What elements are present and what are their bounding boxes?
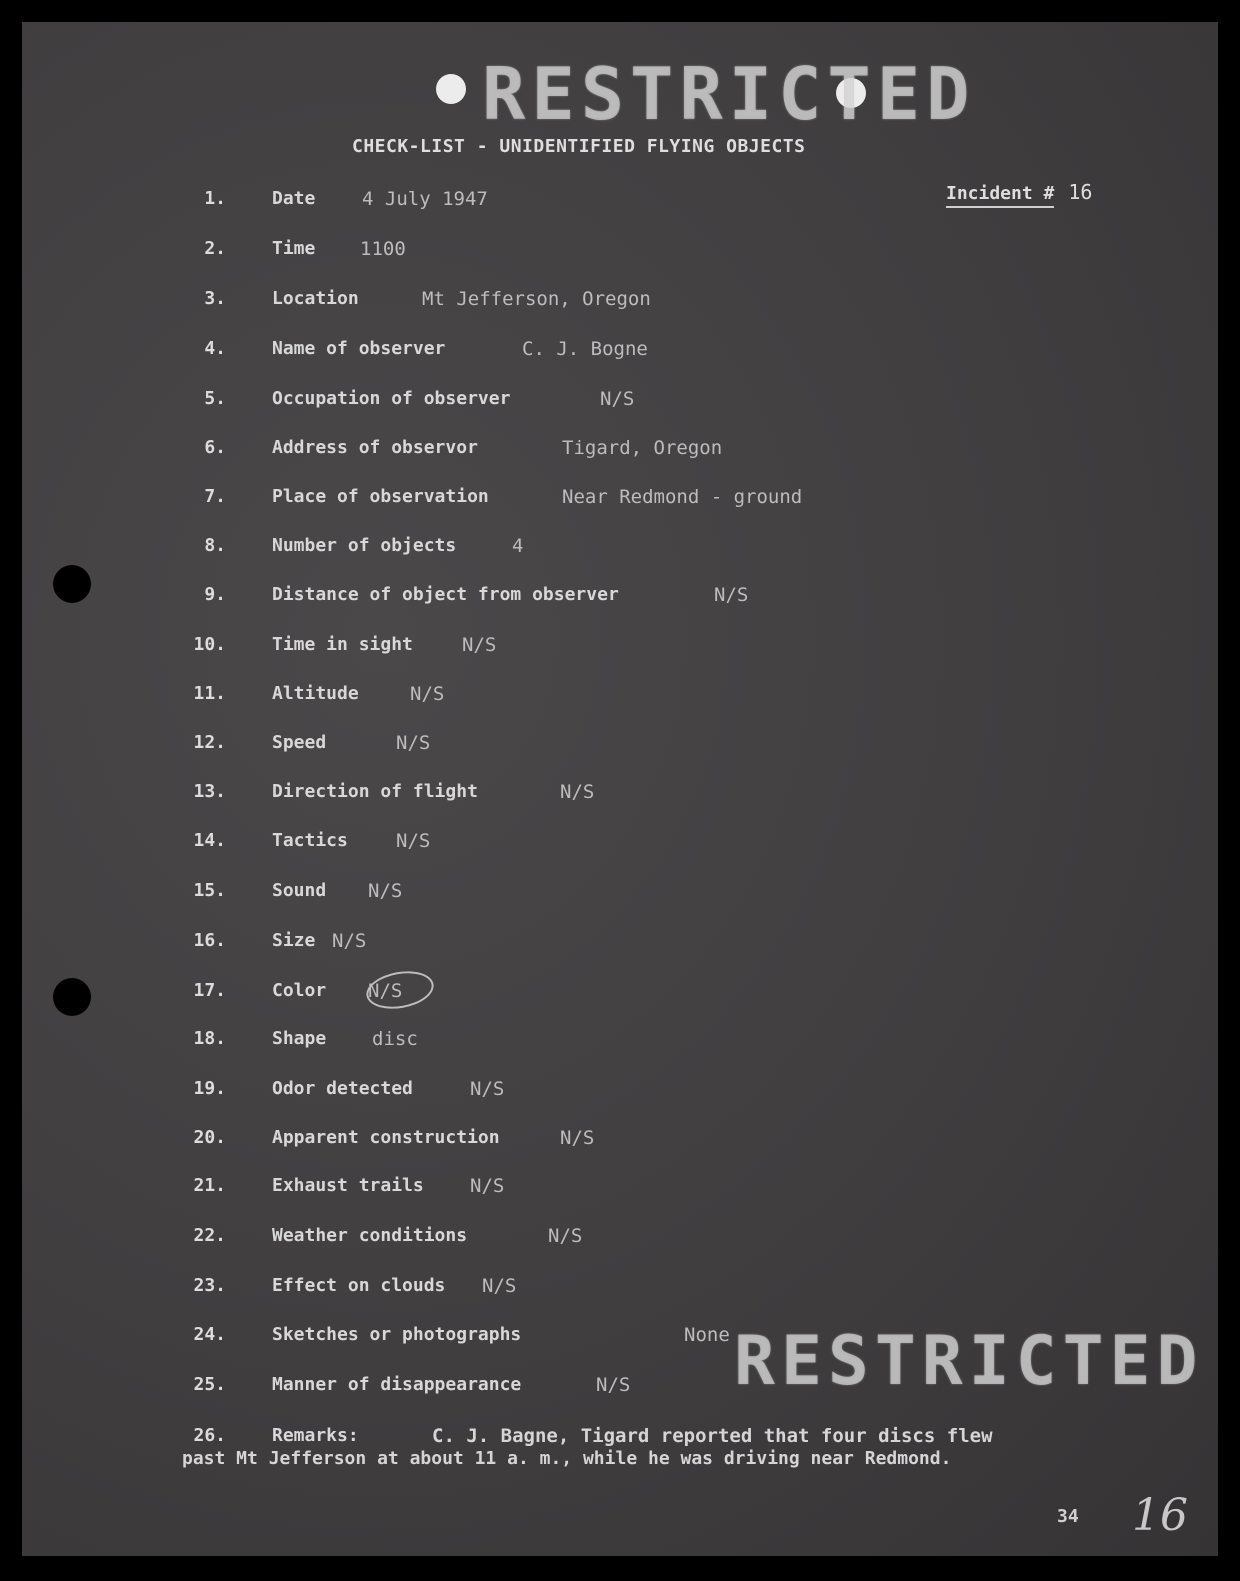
page-number: 34 [1057,1506,1079,1527]
item-number: 17. [193,980,226,1001]
item-number: 19. [193,1078,226,1099]
item-answer: N/S [396,732,431,754]
item-label: Odor detected [272,1078,413,1099]
item-label: Manner of disappearance [272,1374,522,1395]
item-answer: N/S [560,1127,595,1149]
item-label: Exhaust trails [272,1175,424,1196]
item-number: 13. [193,781,226,802]
incident-number [946,180,1092,204]
item-answer: C. J. Bogne [522,338,648,360]
item-label: Shape [272,1028,327,1049]
item-number: 9. [204,584,226,605]
item-label: Name of observer [272,338,446,359]
item-number: 2. [204,238,226,259]
item-answer: N/S [470,1175,505,1197]
item-number: 16. [193,930,226,951]
item-label: Occupation of observer [272,388,511,409]
item-number: 20. [193,1127,226,1148]
hand-drawn-circle [363,966,436,1013]
item-answer: N/S [396,830,431,852]
item-label: Address of observor [272,437,478,458]
item-number: 12. [193,732,226,753]
item-answer: N/S [368,880,403,902]
item-number: 10. [193,634,226,655]
item-answer: N/S [368,980,403,1002]
item-label: Time [272,238,316,259]
item-number: 5. [204,388,226,409]
staple-hole-left [436,74,466,104]
item-label: Apparent construction [272,1127,500,1148]
item-number: 22. [193,1225,226,1246]
item-number: 21. [193,1175,226,1196]
item-answer: N/S [600,388,635,410]
item-answer: 1100 [360,238,406,260]
item-label: Place of observation [272,486,489,507]
item-answer: Tigard, Oregon [562,437,723,459]
item-answer: N/S [548,1225,583,1247]
item-number: 24. [193,1324,226,1345]
item-number: 8. [204,535,226,556]
item-answer: N/S [714,584,749,606]
item-number: 25. [193,1374,226,1395]
item-answer: N/S [560,781,595,803]
handwritten-number: 16 [1132,1490,1188,1541]
item-label: Size [272,930,316,951]
item-answer: N/S [596,1374,631,1396]
item-answer: N/S [470,1078,505,1100]
incident-value: 16 [1068,180,1093,204]
item-number: 3. [204,288,226,309]
item-number: 6. [204,437,226,458]
item-answer: Near Redmond - ground [562,486,803,508]
item-answer: N/S [482,1275,517,1297]
remarks-continued: past Mt Jefferson at about 11 a. m., while he was driving near Redmond. [182,1448,952,1469]
incident-label: Incident # [946,183,1054,208]
item-number: 18. [193,1028,226,1049]
item-label: Direction of flight [272,781,478,802]
item-number: 4. [204,338,226,359]
punch-hole-top [53,565,91,603]
item-label: Tactics [272,830,348,851]
item-label: Distance of object from observer [272,584,619,605]
item-number: 26. [193,1425,226,1446]
item-number: 14. [193,830,226,851]
item-label: Color [272,980,327,1001]
item-label: Sound [272,880,327,901]
item-label: Number of objects [272,535,457,556]
document-sheet [22,22,1218,1556]
item-label: Effect on clouds [272,1275,446,1296]
item-label: Remarks: [272,1425,359,1446]
item-label: Speed [272,732,327,753]
restricted-stamp-top: RESTRICTED [482,52,976,136]
item-answer: N/S [462,634,497,656]
item-label: Location [272,288,359,309]
item-answer: N/S [332,930,367,952]
item-label: Time in sight [272,634,413,655]
item-number: 11. [193,683,226,704]
item-number: 15. [193,880,226,901]
item-label: Date [272,188,316,209]
item-answer: Mt Jefferson, Oregon [422,288,651,310]
item-answer: disc [372,1028,418,1050]
punch-hole-bottom [53,978,91,1016]
item-answer: N/S [410,683,445,705]
item-number: 23. [193,1275,226,1296]
item-number: 1. [204,188,226,209]
item-answer: 4 July 1947 [362,188,488,210]
item-label: Sketches or photographs [272,1324,522,1345]
item-number: 7. [204,486,226,507]
item-answer: C. J. Bagne, Tigard reported that four discs flew [432,1425,993,1447]
item-answer: 4 [512,535,524,557]
item-label: Weather conditions [272,1225,468,1246]
item-label: Altitude [272,683,359,704]
item-answer: None [684,1324,730,1346]
restricted-stamp-bottom: RESTRICTED [734,1322,1204,1401]
document-title: CHECK-LIST - UNIDENTIFIED FLYING OBJECTS [352,136,806,157]
